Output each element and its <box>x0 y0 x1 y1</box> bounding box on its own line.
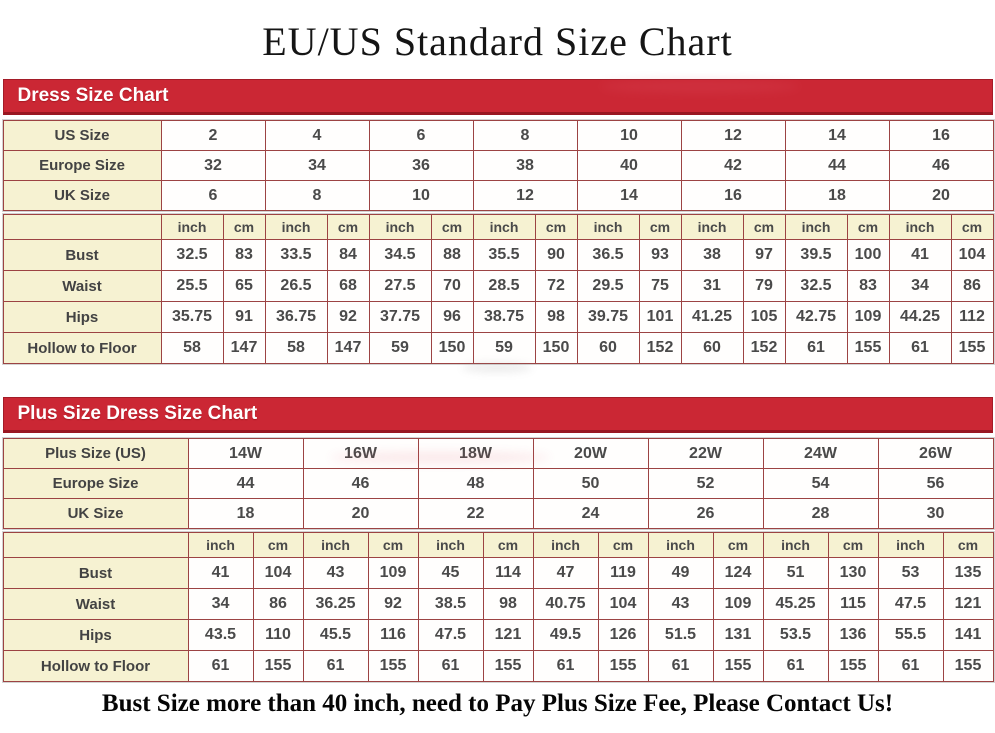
inch-value-cell: 25.5 <box>161 271 223 302</box>
inch-value-cell: 35.5 <box>473 240 535 271</box>
cm-value-cell: 98 <box>535 302 577 333</box>
size-value-cell: 30 <box>878 499 993 529</box>
inch-value-cell: 45.5 <box>303 620 368 651</box>
row-label-cell: Hollow to Floor <box>3 333 161 364</box>
cm-value-cell: 116 <box>368 620 418 651</box>
size-value-cell: 10 <box>369 181 473 211</box>
inch-unit-cell: inch <box>265 215 327 240</box>
size-value-cell: 46 <box>889 151 993 181</box>
size-value-cell: 20W <box>533 439 648 469</box>
cm-unit-cell: cm <box>639 215 681 240</box>
cm-value-cell: 115 <box>828 589 878 620</box>
cm-unit-cell: cm <box>223 215 265 240</box>
inch-value-cell: 55.5 <box>878 620 943 651</box>
inch-value-cell: 38 <box>681 240 743 271</box>
cm-value-cell: 93 <box>639 240 681 271</box>
size-value-cell: 10 <box>577 121 681 151</box>
cm-value-cell: 136 <box>828 620 878 651</box>
size-value-cell: 6 <box>369 121 473 151</box>
inch-value-cell: 59 <box>473 333 535 364</box>
size-value-cell: 16 <box>889 121 993 151</box>
inch-value-cell: 40.75 <box>533 589 598 620</box>
cm-value-cell: 86 <box>951 271 993 302</box>
cm-value-cell: 131 <box>713 620 763 651</box>
cm-value-cell: 155 <box>943 651 993 682</box>
inch-unit-cell: inch <box>889 215 951 240</box>
size-value-cell: 44 <box>785 151 889 181</box>
inch-value-cell: 39.75 <box>577 302 639 333</box>
row-label-cell: Europe Size <box>3 151 161 181</box>
size-value-cell: 12 <box>681 121 785 151</box>
inch-value-cell: 49.5 <box>533 620 598 651</box>
inch-value-cell: 39.5 <box>785 240 847 271</box>
size-row <box>3 121 993 151</box>
measurement-row <box>3 302 993 333</box>
inch-value-cell: 45.25 <box>763 589 828 620</box>
page-title: EU/US Standard Size Chart <box>262 19 733 64</box>
plus-size-fee-note: Bust Size more than 40 inch, need to Pay Plus Size Fee, Please Contact Us! <box>101 690 894 717</box>
cm-value-cell: 150 <box>431 333 473 364</box>
cm-value-cell: 70 <box>431 271 473 302</box>
size-conversion-table <box>3 438 994 529</box>
cm-value-cell: 72 <box>535 271 577 302</box>
cm-value-cell: 65 <box>223 271 265 302</box>
size-value-cell: 6 <box>161 181 265 211</box>
inch-value-cell: 60 <box>681 333 743 364</box>
cm-value-cell: 104 <box>951 240 993 271</box>
inch-value-cell: 35.75 <box>161 302 223 333</box>
cm-value-cell: 100 <box>847 240 889 271</box>
size-value-cell: 54 <box>763 469 878 499</box>
units-row <box>3 215 993 240</box>
cm-value-cell: 126 <box>598 620 648 651</box>
cm-value-cell: 79 <box>743 271 785 302</box>
standard-size-table <box>3 79 993 364</box>
size-row <box>3 439 993 469</box>
row-label-cell: Hips <box>3 620 188 651</box>
row-label-cell: Europe Size <box>3 469 188 499</box>
inch-value-cell: 51.5 <box>648 620 713 651</box>
inch-value-cell: 27.5 <box>369 271 431 302</box>
cm-value-cell: 104 <box>253 558 303 589</box>
measurements-table <box>3 214 994 364</box>
measurement-row <box>3 651 993 682</box>
cm-value-cell: 86 <box>253 589 303 620</box>
inch-value-cell: 38.75 <box>473 302 535 333</box>
cm-value-cell: 152 <box>743 333 785 364</box>
size-value-cell: 34 <box>265 151 369 181</box>
cm-unit-cell: cm <box>943 533 993 558</box>
cm-unit-cell: cm <box>598 533 648 558</box>
cm-unit-cell: cm <box>713 533 763 558</box>
cm-value-cell: 83 <box>847 271 889 302</box>
inch-value-cell: 53 <box>878 558 943 589</box>
size-value-cell: 18 <box>785 181 889 211</box>
size-conversion-table <box>3 120 994 211</box>
inch-value-cell: 43 <box>648 589 713 620</box>
size-value-cell: 46 <box>303 469 418 499</box>
inch-value-cell: 36.25 <box>303 589 368 620</box>
size-value-cell: 22 <box>418 499 533 529</box>
inch-value-cell: 61 <box>418 651 483 682</box>
inch-value-cell: 34.5 <box>369 240 431 271</box>
cm-unit-cell: cm <box>431 215 473 240</box>
inch-value-cell: 61 <box>878 651 943 682</box>
inch-value-cell: 61 <box>188 651 253 682</box>
cm-value-cell: 90 <box>535 240 577 271</box>
inch-value-cell: 45 <box>418 558 483 589</box>
size-value-cell: 8 <box>265 181 369 211</box>
inch-value-cell: 61 <box>889 333 951 364</box>
inch-value-cell: 61 <box>303 651 368 682</box>
inch-value-cell: 51 <box>763 558 828 589</box>
row-label-cell: UK Size <box>3 499 188 529</box>
cm-unit-cell: cm <box>327 215 369 240</box>
cm-value-cell: 155 <box>828 651 878 682</box>
inch-unit-cell: inch <box>577 215 639 240</box>
row-label-cell: UK Size <box>3 181 161 211</box>
cm-value-cell: 114 <box>483 558 533 589</box>
size-value-cell: 20 <box>303 499 418 529</box>
cm-value-cell: 97 <box>743 240 785 271</box>
cm-value-cell: 119 <box>598 558 648 589</box>
units-row-label-cell <box>3 215 161 240</box>
size-value-cell: 32 <box>161 151 265 181</box>
cm-value-cell: 147 <box>327 333 369 364</box>
size-value-cell: 20 <box>889 181 993 211</box>
inch-value-cell: 32.5 <box>785 271 847 302</box>
inch-value-cell: 29.5 <box>577 271 639 302</box>
inch-unit-cell: inch <box>188 533 253 558</box>
measurement-row <box>3 271 993 302</box>
cm-unit-cell: cm <box>483 533 533 558</box>
cm-value-cell: 68 <box>327 271 369 302</box>
cm-unit-cell: cm <box>253 533 303 558</box>
inch-value-cell: 28.5 <box>473 271 535 302</box>
inch-value-cell: 37.75 <box>369 302 431 333</box>
cm-value-cell: 75 <box>639 271 681 302</box>
measurement-row <box>3 620 993 651</box>
row-label-cell: Waist <box>3 271 161 302</box>
cm-value-cell: 121 <box>483 620 533 651</box>
inch-unit-cell: inch <box>303 533 368 558</box>
measurements-table <box>3 532 994 682</box>
units-row <box>3 533 993 558</box>
inch-value-cell: 33.5 <box>265 240 327 271</box>
cm-value-cell: 105 <box>743 302 785 333</box>
size-value-cell: 36 <box>369 151 473 181</box>
inch-value-cell: 41 <box>889 240 951 271</box>
inch-unit-cell: inch <box>648 533 713 558</box>
inch-value-cell: 58 <box>265 333 327 364</box>
cm-value-cell: 104 <box>598 589 648 620</box>
cm-value-cell: 121 <box>943 589 993 620</box>
size-value-cell: 26W <box>878 439 993 469</box>
inch-value-cell: 26.5 <box>265 271 327 302</box>
inch-value-cell: 61 <box>785 333 847 364</box>
cm-value-cell: 96 <box>431 302 473 333</box>
size-value-cell: 44 <box>188 469 303 499</box>
cm-value-cell: 92 <box>368 589 418 620</box>
size-value-cell: 12 <box>473 181 577 211</box>
inch-unit-cell: inch <box>161 215 223 240</box>
cm-value-cell: 141 <box>943 620 993 651</box>
row-label-cell: Waist <box>3 589 188 620</box>
inch-value-cell: 36.5 <box>577 240 639 271</box>
size-value-cell: 24W <box>763 439 878 469</box>
inch-unit-cell: inch <box>418 533 483 558</box>
cm-value-cell: 88 <box>431 240 473 271</box>
size-value-cell: 18 <box>188 499 303 529</box>
cm-value-cell: 92 <box>327 302 369 333</box>
cm-value-cell: 109 <box>713 589 763 620</box>
inch-value-cell: 47.5 <box>878 589 943 620</box>
cm-value-cell: 147 <box>223 333 265 364</box>
cm-value-cell: 155 <box>253 651 303 682</box>
size-value-cell: 42 <box>681 151 785 181</box>
cm-value-cell: 101 <box>639 302 681 333</box>
cm-unit-cell: cm <box>743 215 785 240</box>
cm-unit-cell: cm <box>951 215 993 240</box>
cm-unit-cell: cm <box>368 533 418 558</box>
inch-value-cell: 42.75 <box>785 302 847 333</box>
size-row <box>3 151 993 181</box>
cm-value-cell: 98 <box>483 589 533 620</box>
cm-value-cell: 124 <box>713 558 763 589</box>
inch-value-cell: 34 <box>889 271 951 302</box>
row-label-cell: US Size <box>3 121 161 151</box>
cm-value-cell: 83 <box>223 240 265 271</box>
inch-value-cell: 53.5 <box>763 620 828 651</box>
row-label-cell: Hips <box>3 302 161 333</box>
inch-unit-cell: inch <box>878 533 943 558</box>
cm-value-cell: 155 <box>483 651 533 682</box>
inch-value-cell: 31 <box>681 271 743 302</box>
inch-value-cell: 61 <box>648 651 713 682</box>
inch-value-cell: 60 <box>577 333 639 364</box>
inch-value-cell: 47 <box>533 558 598 589</box>
cm-value-cell: 155 <box>368 651 418 682</box>
inch-unit-cell: inch <box>473 215 535 240</box>
size-value-cell: 38 <box>473 151 577 181</box>
measurement-row <box>3 558 993 589</box>
size-value-cell: 50 <box>533 469 648 499</box>
measurement-row <box>3 333 993 364</box>
inch-value-cell: 61 <box>763 651 828 682</box>
inch-value-cell: 61 <box>533 651 598 682</box>
cm-value-cell: 112 <box>951 302 993 333</box>
cm-value-cell: 84 <box>327 240 369 271</box>
cm-value-cell: 155 <box>713 651 763 682</box>
cm-value-cell: 152 <box>639 333 681 364</box>
inch-value-cell: 43 <box>303 558 368 589</box>
table-header-bar: Dress Size Chart <box>3 79 993 115</box>
cm-value-cell: 155 <box>598 651 648 682</box>
size-value-cell: 4 <box>265 121 369 151</box>
size-value-cell: 8 <box>473 121 577 151</box>
measurement-row <box>3 240 993 271</box>
size-value-cell: 26 <box>648 499 763 529</box>
cm-value-cell: 155 <box>951 333 993 364</box>
inch-value-cell: 38.5 <box>418 589 483 620</box>
cm-value-cell: 109 <box>847 302 889 333</box>
inch-unit-cell: inch <box>681 215 743 240</box>
cm-value-cell: 150 <box>535 333 577 364</box>
plus-size-table <box>3 397 993 682</box>
inch-value-cell: 47.5 <box>418 620 483 651</box>
table-header-bar: Plus Size Dress Size Chart <box>3 397 993 433</box>
row-label-cell: Hollow to Floor <box>3 651 188 682</box>
units-row-label-cell <box>3 533 188 558</box>
cm-value-cell: 135 <box>943 558 993 589</box>
size-value-cell: 14 <box>785 121 889 151</box>
size-value-cell: 28 <box>763 499 878 529</box>
size-row <box>3 469 993 499</box>
size-value-cell: 16 <box>681 181 785 211</box>
size-value-cell: 2 <box>161 121 265 151</box>
row-label-cell: Bust <box>3 240 161 271</box>
inch-value-cell: 44.25 <box>889 302 951 333</box>
size-value-cell: 14W <box>188 439 303 469</box>
row-label-cell: Bust <box>3 558 188 589</box>
cm-value-cell: 130 <box>828 558 878 589</box>
size-value-cell: 18W <box>418 439 533 469</box>
size-value-cell: 24 <box>533 499 648 529</box>
inch-unit-cell: inch <box>785 215 847 240</box>
inch-value-cell: 43.5 <box>188 620 253 651</box>
cm-value-cell: 155 <box>847 333 889 364</box>
size-value-cell: 16W <box>303 439 418 469</box>
inch-value-cell: 49 <box>648 558 713 589</box>
inch-value-cell: 36.75 <box>265 302 327 333</box>
inch-value-cell: 58 <box>161 333 223 364</box>
size-row <box>3 181 993 211</box>
cm-unit-cell: cm <box>828 533 878 558</box>
measurement-row <box>3 589 993 620</box>
inch-unit-cell: inch <box>533 533 598 558</box>
inch-value-cell: 34 <box>188 589 253 620</box>
cm-unit-cell: cm <box>847 215 889 240</box>
row-label-cell: Plus Size (US) <box>3 439 188 469</box>
inch-value-cell: 41.25 <box>681 302 743 333</box>
size-value-cell: 48 <box>418 469 533 499</box>
size-value-cell: 40 <box>577 151 681 181</box>
inch-unit-cell: inch <box>763 533 828 558</box>
inch-unit-cell: inch <box>369 215 431 240</box>
inch-value-cell: 59 <box>369 333 431 364</box>
inch-value-cell: 32.5 <box>161 240 223 271</box>
size-value-cell: 56 <box>878 469 993 499</box>
cm-unit-cell: cm <box>535 215 577 240</box>
cm-value-cell: 109 <box>368 558 418 589</box>
size-row <box>3 499 993 529</box>
cm-value-cell: 91 <box>223 302 265 333</box>
cm-value-cell: 110 <box>253 620 303 651</box>
size-value-cell: 22W <box>648 439 763 469</box>
size-value-cell: 14 <box>577 181 681 211</box>
inch-value-cell: 41 <box>188 558 253 589</box>
size-value-cell: 52 <box>648 469 763 499</box>
